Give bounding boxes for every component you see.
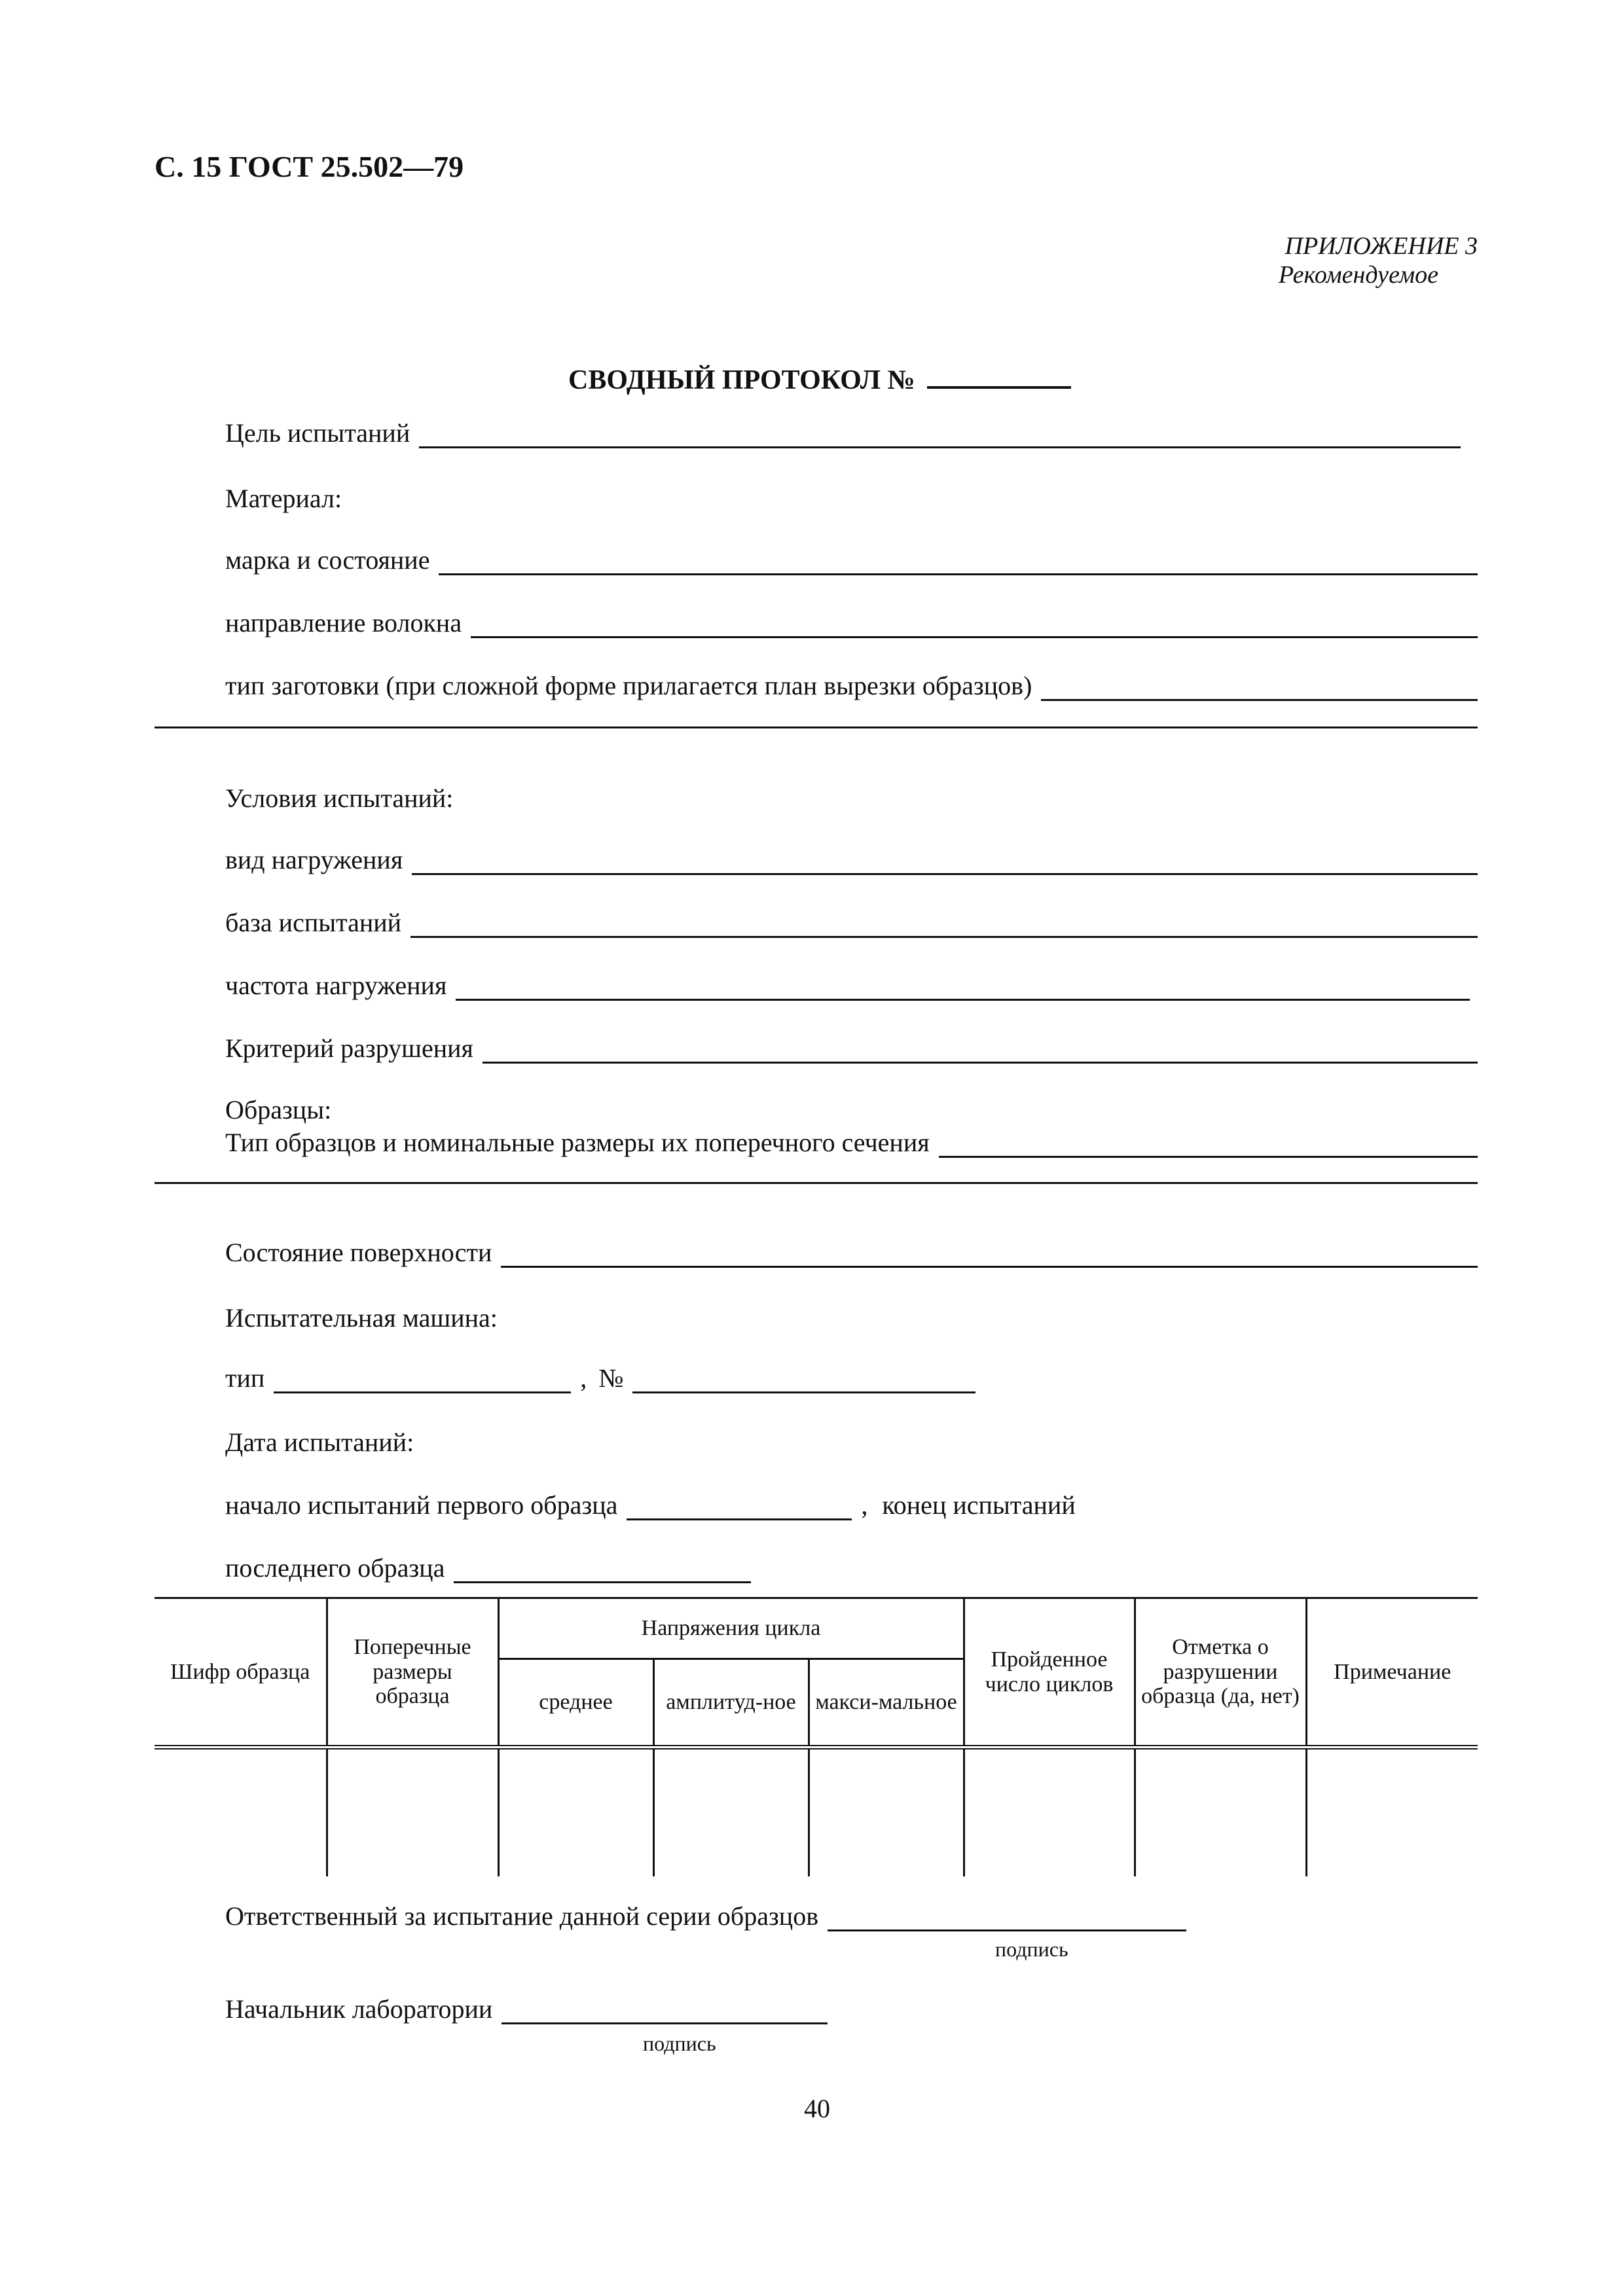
- blank-type-row: [225, 670, 1478, 701]
- protocol-title-text: СВОДНЫЙ ПРОТОКОЛ №: [568, 365, 915, 395]
- cell-code[interactable]: [155, 1748, 327, 1877]
- failure-criterion-label: Критерий разрушения: [225, 1033, 473, 1063]
- load-freq-row: [225, 970, 1470, 1001]
- head-row: [225, 1994, 828, 2024]
- machine-type-label: тип: [225, 1363, 265, 1393]
- conditions-heading: Условия испытаний:: [225, 783, 454, 813]
- cell-ampl[interactable]: [653, 1748, 809, 1877]
- end-date-field[interactable]: [454, 1558, 751, 1583]
- cell-failure[interactable]: [1135, 1748, 1306, 1877]
- specimens-heading: Образцы:: [225, 1095, 332, 1124]
- start-date-field[interactable]: [627, 1495, 852, 1520]
- surface-label: Состояние поверхности: [225, 1238, 492, 1267]
- appendix-subtitle: Рекомендуемое: [1278, 261, 1438, 289]
- col-mean: среднее: [498, 1659, 653, 1748]
- grade-row: [225, 545, 1478, 575]
- blank-type-continuation[interactable]: [155, 726, 1478, 728]
- surface-field[interactable]: [501, 1242, 1478, 1268]
- fiber-field[interactable]: [471, 613, 1478, 638]
- surface-row: [225, 1237, 1478, 1268]
- col-note: Примечание: [1306, 1598, 1478, 1748]
- page-number: 40: [804, 2094, 830, 2123]
- col-ampl: амплитуд-ное: [653, 1659, 809, 1748]
- goal-label: Цель испытаний: [225, 418, 410, 448]
- material-heading: Материал:: [225, 484, 342, 513]
- grade-field[interactable]: [439, 550, 1478, 575]
- responsible-row: [225, 1901, 1186, 1931]
- blank-type-field[interactable]: [1041, 675, 1478, 701]
- failure-criterion-field[interactable]: [483, 1038, 1478, 1064]
- cell-max[interactable]: [809, 1748, 964, 1877]
- cell-dims[interactable]: [327, 1748, 498, 1877]
- machine-number-field[interactable]: [632, 1368, 976, 1393]
- machine-row: [225, 1363, 976, 1393]
- head-signature-field[interactable]: [501, 1999, 828, 2024]
- col-stress: Напряжения цикла: [498, 1598, 964, 1659]
- cell-cycles[interactable]: [964, 1748, 1135, 1877]
- head-label: Начальник лаборатории: [225, 1994, 493, 2024]
- last-label: последнего образца: [225, 1553, 445, 1583]
- col-dims: Поперечные размеры образца: [327, 1598, 498, 1748]
- specimen-type-label: Тип образцов и номинальные размеры их поперечного сечения: [225, 1128, 930, 1157]
- start-label: начало испытаний первого образца: [225, 1490, 618, 1520]
- blank-type-label: тип заготовки (при сложной форме прилагается план вырезки образцов): [225, 671, 1032, 700]
- protocol-number-field[interactable]: [927, 364, 1071, 389]
- specimen-type-row: [225, 1127, 1478, 1158]
- responsible-label: Ответственный за испытание данной серии образцов: [225, 1901, 819, 1931]
- col-max: макси-мальное: [809, 1659, 964, 1748]
- document-header: С. 15 ГОСТ 25.502—79: [155, 150, 464, 183]
- start-comma: ,: [861, 1490, 868, 1520]
- fiber-row: [225, 607, 1478, 638]
- machine-comma: ,: [580, 1363, 587, 1393]
- machine-number-label: №: [598, 1363, 624, 1393]
- machine-heading: Испытательная машина:: [225, 1303, 498, 1333]
- test-base-label: база испытаний: [225, 908, 402, 937]
- grade-label: марка и состояние: [225, 545, 430, 575]
- failure-criterion-row: [225, 1033, 1478, 1064]
- goal-row: [225, 418, 1461, 448]
- col-failure: Отметка о разрушении образца (да, нет): [1135, 1598, 1306, 1748]
- responsible-signature-field[interactable]: [828, 1906, 1186, 1931]
- load-type-row: [225, 844, 1478, 875]
- start-row: [225, 1490, 1076, 1520]
- goal-field[interactable]: [419, 423, 1461, 448]
- test-base-field[interactable]: [410, 912, 1478, 938]
- load-freq-label: частота нагружения: [225, 971, 447, 1000]
- specimen-type-field[interactable]: [939, 1132, 1478, 1158]
- end-label: конец испытаний: [882, 1490, 1076, 1520]
- specimen-type-continuation[interactable]: [155, 1182, 1478, 1184]
- results-table: [155, 1597, 1478, 1876]
- appendix-title: ПРИЛОЖЕНИЕ 3: [1285, 232, 1478, 260]
- date-heading: Дата испытаний:: [225, 1427, 414, 1457]
- load-type-field[interactable]: [412, 850, 1478, 875]
- responsible-signature-caption: подпись: [995, 1937, 1068, 1961]
- cell-mean[interactable]: [498, 1748, 653, 1877]
- test-base-row: [225, 907, 1478, 938]
- cell-note[interactable]: [1306, 1748, 1478, 1877]
- col-code: Шифр образца: [155, 1598, 327, 1748]
- last-row: [225, 1552, 751, 1583]
- col-cycles: Пройденное число циклов: [964, 1598, 1135, 1748]
- protocol-title: [568, 364, 1071, 396]
- head-signature-caption: подпись: [643, 2032, 716, 2055]
- fiber-label: направление волокна: [225, 608, 462, 637]
- table-row: [155, 1748, 1478, 1877]
- load-freq-field[interactable]: [456, 975, 1470, 1001]
- machine-type-field[interactable]: [274, 1368, 571, 1393]
- load-type-label: вид нагружения: [225, 845, 403, 874]
